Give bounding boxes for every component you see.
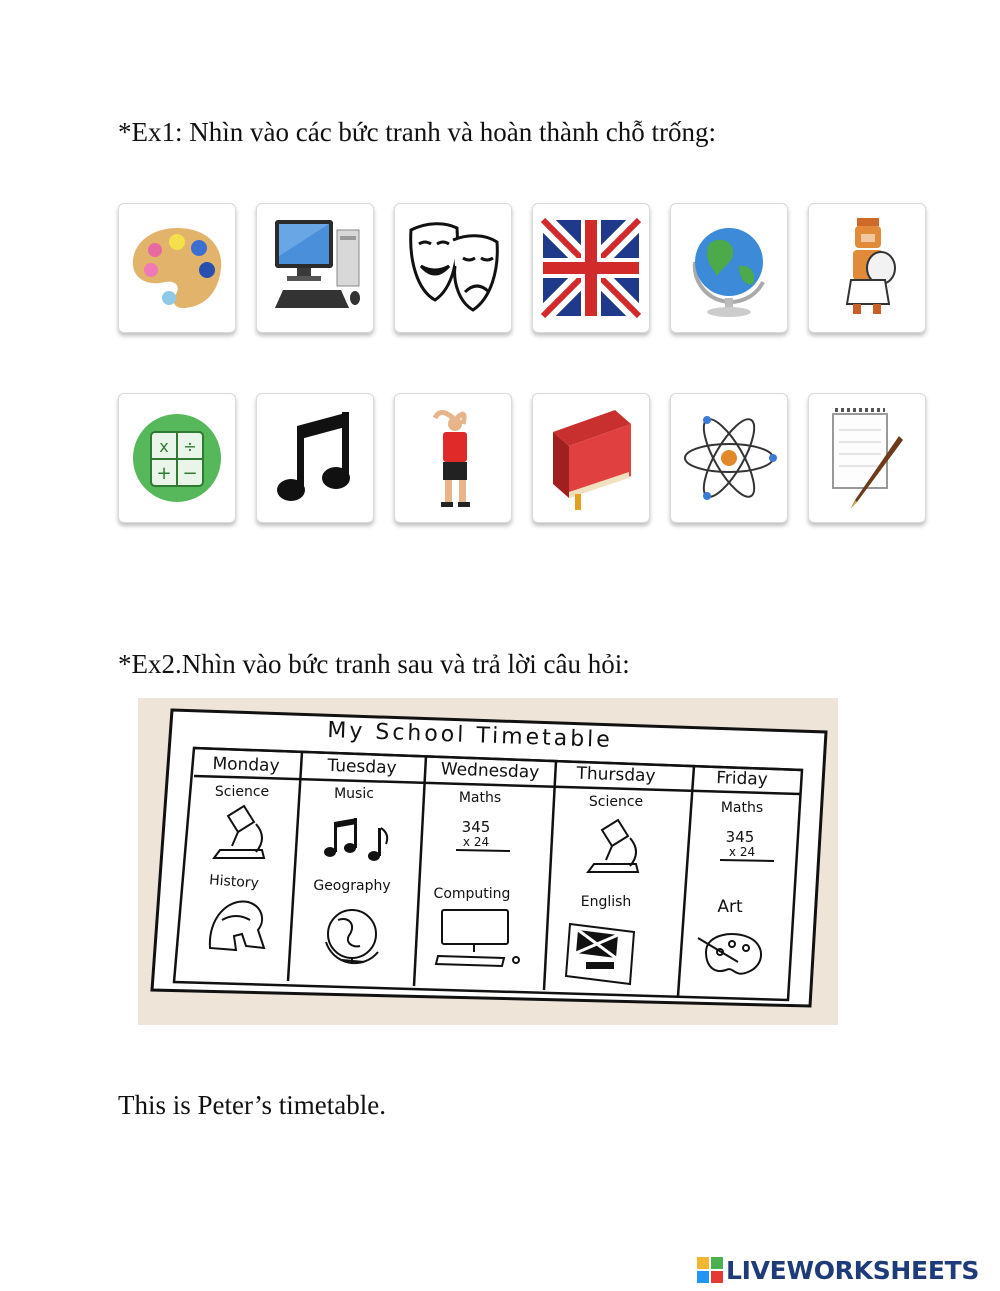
- picture-tile: [670, 393, 788, 523]
- globe-icon: [673, 206, 785, 330]
- wednesday-sum-top: 345: [461, 818, 491, 836]
- pe-stretching-icon: [397, 396, 509, 520]
- brand-name: LIVEWORKSHEETS: [726, 1255, 980, 1285]
- caption: This is Peter’s timetable.: [118, 1090, 386, 1120]
- friday-sum-bottom: x 24: [728, 845, 756, 859]
- picture-tile: [256, 203, 374, 333]
- picture-tile: [532, 203, 650, 333]
- day-wednesday: Wednesday: [440, 759, 540, 783]
- friday-morning-subject: Maths: [720, 800, 764, 816]
- wednesday-afternoon-subject: Computing: [433, 886, 511, 902]
- picture-tile: [256, 393, 374, 523]
- ex1-title: *Ex1: Nhìn vào các bức tranh và hoàn thành chỗ trống:: [118, 117, 716, 147]
- picture-tile: [808, 203, 926, 333]
- picture-tile: [394, 393, 512, 523]
- thursday-afternoon-subject: English: [580, 894, 632, 910]
- friday-afternoon-subject: Art: [717, 897, 743, 917]
- ex2-title: *Ex2.Nhìn vào bức tranh sau và trả lời câu hỏi:: [118, 649, 630, 679]
- wednesday-morning-subject: Maths: [458, 790, 502, 806]
- uk-flag-icon: [535, 206, 647, 330]
- calculator-maths-icon: [121, 396, 233, 520]
- picture-tile: [670, 203, 788, 333]
- music-note-icon: [259, 396, 371, 520]
- svg-text:÷: ÷: [183, 437, 197, 456]
- liveworksheets-logo-icon: [697, 1257, 723, 1283]
- day-tuesday: Tuesday: [327, 755, 397, 779]
- tuesday-morning-subject: Music: [334, 786, 374, 802]
- computer-icon: [259, 206, 371, 330]
- wednesday-sum-bottom: x 24: [462, 835, 490, 849]
- timetable-drawing: [138, 698, 838, 1025]
- monday-morning-subject: Science: [214, 784, 270, 800]
- picture-tile: [532, 393, 650, 523]
- notepad-pen-icon: [811, 396, 923, 520]
- picture-tile: [808, 393, 926, 523]
- history-soldier-icon: [811, 206, 923, 330]
- day-thursday: Thursday: [576, 763, 656, 787]
- book-icon: [535, 396, 647, 520]
- drama-masks-icon: [397, 206, 509, 330]
- monday-afternoon-subject: History: [208, 872, 260, 892]
- picture-tile: [118, 203, 236, 333]
- picture-grid: [118, 203, 928, 533]
- svg-text:x: x: [159, 437, 169, 456]
- timetable-title: My School Timetable: [326, 718, 614, 753]
- picture-tile: [118, 393, 236, 523]
- liveworksheets-brand: [697, 1254, 979, 1286]
- timetable-image: [138, 698, 838, 1025]
- atom-science-icon: [673, 396, 785, 520]
- svg-text:+: +: [156, 463, 172, 484]
- thursday-morning-subject: Science: [588, 794, 644, 810]
- picture-tile: [394, 203, 512, 333]
- book-icon: [566, 924, 634, 984]
- tuesday-afternoon-subject: Geography: [313, 878, 391, 894]
- day-monday: Monday: [212, 753, 280, 777]
- svg-text:−: −: [182, 463, 198, 484]
- friday-sum-top: 345: [725, 828, 755, 846]
- day-friday: Friday: [715, 768, 769, 790]
- art-palette-icon: [121, 206, 233, 330]
